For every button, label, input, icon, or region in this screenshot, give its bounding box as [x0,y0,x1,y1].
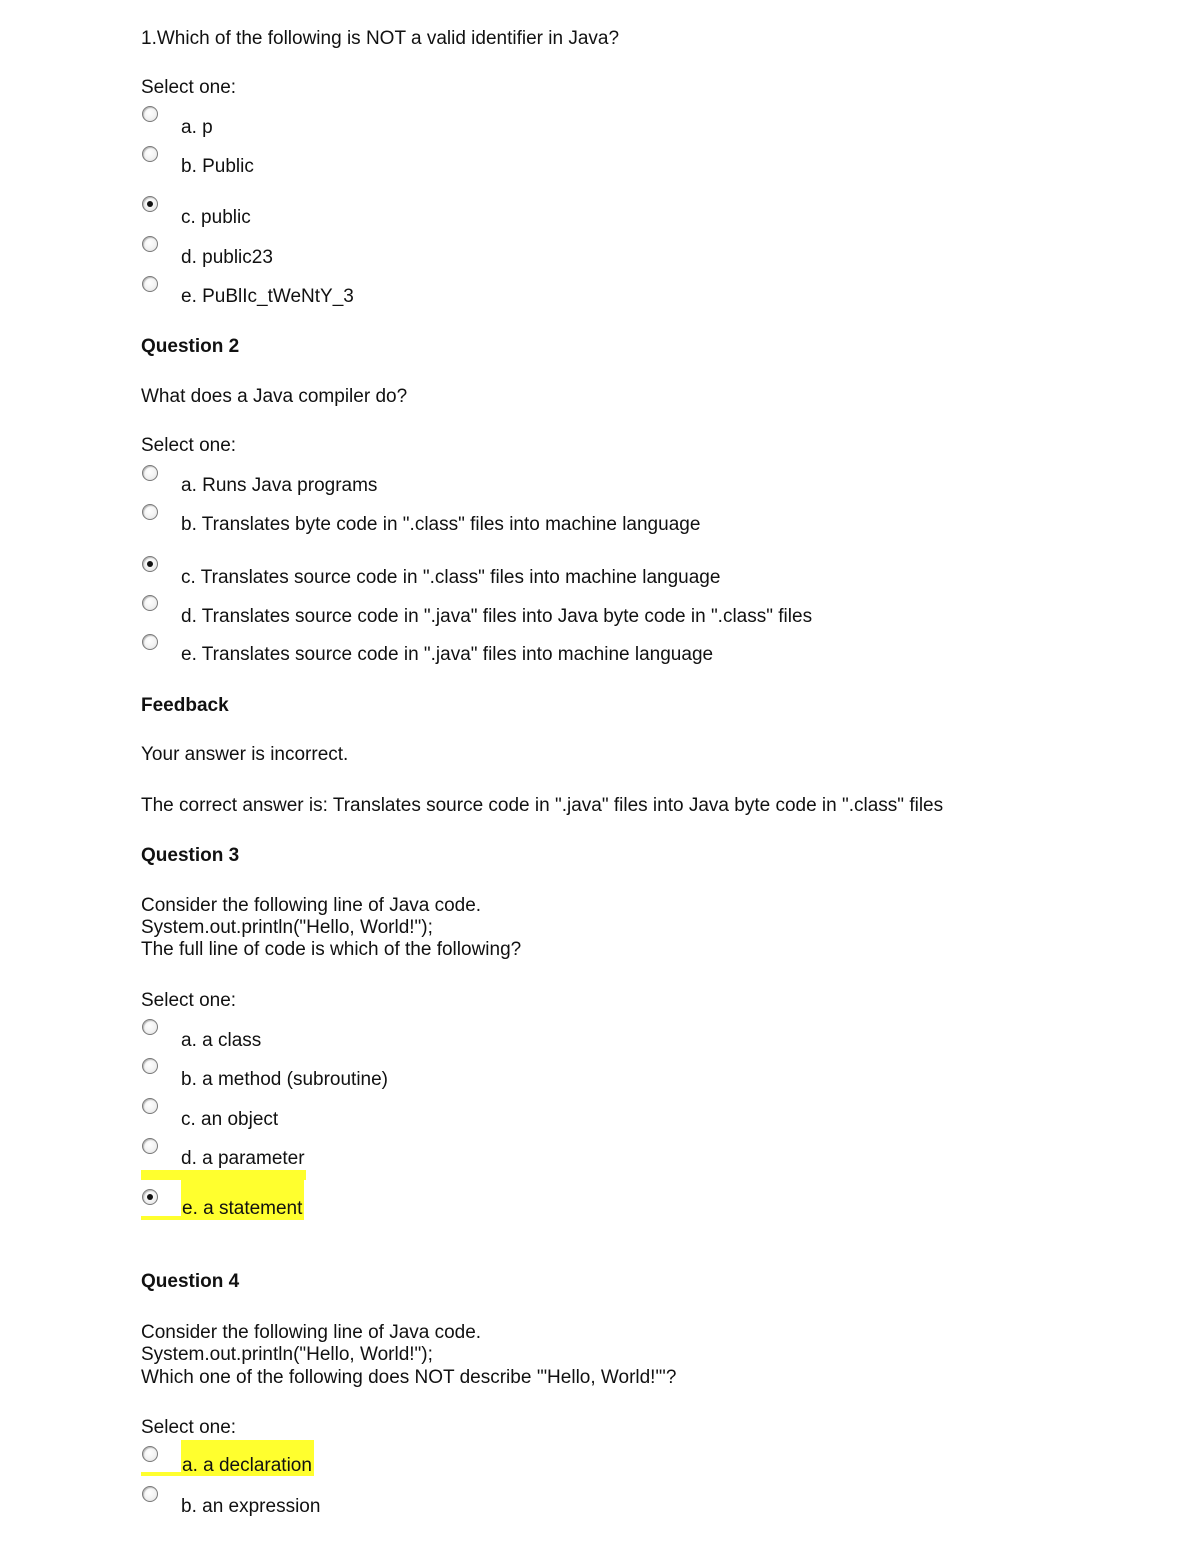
q2-option-b-radio[interactable] [142,504,158,520]
q1-option-e-label[interactable]: e. PuBlIc_tWeNtY_3 [181,286,354,307]
q3-heading: Question 3 [141,845,240,866]
q4-prompt-line-1: Consider the following line of Java code. [141,1322,482,1343]
q3-option-d-label[interactable]: d. a parameter [181,1148,305,1169]
q2-option-a-radio[interactable] [142,465,158,481]
q3-option-a-radio[interactable] [142,1019,158,1035]
q4-option-a-label[interactable]: a. a declaration [181,1440,314,1476]
q1-option-e-radio[interactable] [142,276,158,292]
q2-option-c-radio[interactable] [142,556,158,572]
feedback-result: Your answer is incorrect. [141,744,349,765]
q3-option-e-highlight-underline [141,1216,181,1220]
q1-option-d-radio[interactable] [142,236,158,252]
q4-option-b-radio[interactable] [142,1486,158,1502]
q4-heading: Question 4 [141,1271,240,1292]
q1-option-d-label[interactable]: d. public23 [181,247,273,268]
q3-option-c-label[interactable]: c. an object [181,1109,279,1130]
q1-option-b-label[interactable]: b. Public [181,156,254,177]
q2-option-d-label[interactable]: d. Translates source code in ".java" files into Java byte code in ".class" files [181,606,813,627]
q3-select-one: Select one: [141,990,237,1011]
q4-option-a-radio[interactable] [142,1446,158,1462]
q3-option-e-label[interactable]: e. a statement [181,1178,304,1220]
q1-option-a-label[interactable]: a. p [181,117,213,138]
q4-prompt-line-3: Which one of the following does NOT describe '"Hello, World!"'? [141,1367,677,1388]
q2-prompt: What does a Java compiler do? [141,386,408,407]
q4-select-one: Select one: [141,1417,237,1438]
q2-option-d-radio[interactable] [142,595,158,611]
q3-option-d-radio[interactable] [142,1138,158,1154]
q1-option-c-radio[interactable] [142,196,158,212]
q1-select-one: Select one: [141,77,237,98]
q2-option-b-label[interactable]: b. Translates byte code in ".class" files into machine language [181,514,701,535]
q3-option-b-label[interactable]: b. a method (subroutine) [181,1069,389,1090]
q4-option-b-label[interactable]: b. an expression [181,1496,321,1517]
q3-option-c-radio[interactable] [142,1098,158,1114]
q4-prompt-line-2: System.out.println("Hello, World!"); [141,1344,433,1365]
q2-heading: Question 2 [141,336,240,357]
q1-prompt: 1.Which of the following is NOT a valid identifier in Java? [141,28,620,49]
q2-option-e-label[interactable]: e. Translates source code in ".java" files into machine language [181,644,714,665]
q3-option-e-radio[interactable] [142,1189,158,1205]
feedback-correct-answer: The correct answer is: Translates source code in ".java" files into Java byte code in ".class" files [141,795,944,816]
q4-option-a-highlight-underline [141,1472,181,1476]
q1-option-c-label[interactable]: c. public [181,207,251,228]
q3-prompt-line-3: The full line of code is which of the following? [141,939,522,960]
q2-option-e-radio[interactable] [142,634,158,650]
q1-option-a-radio[interactable] [142,106,158,122]
q2-option-a-label[interactable]: a. Runs Java programs [181,475,378,496]
q3-prompt-line-2: System.out.println("Hello, World!"); [141,917,433,938]
feedback-heading: Feedback [141,695,229,716]
q2-select-one: Select one: [141,435,237,456]
q3-prompt-line-1: Consider the following line of Java code. [141,895,482,916]
q3-option-b-radio[interactable] [142,1058,158,1074]
q2-option-c-label[interactable]: c. Translates source code in ".class" files into machine language [181,567,721,588]
q1-option-b-radio[interactable] [142,146,158,162]
q3-option-a-label[interactable]: a. a class [181,1030,262,1051]
